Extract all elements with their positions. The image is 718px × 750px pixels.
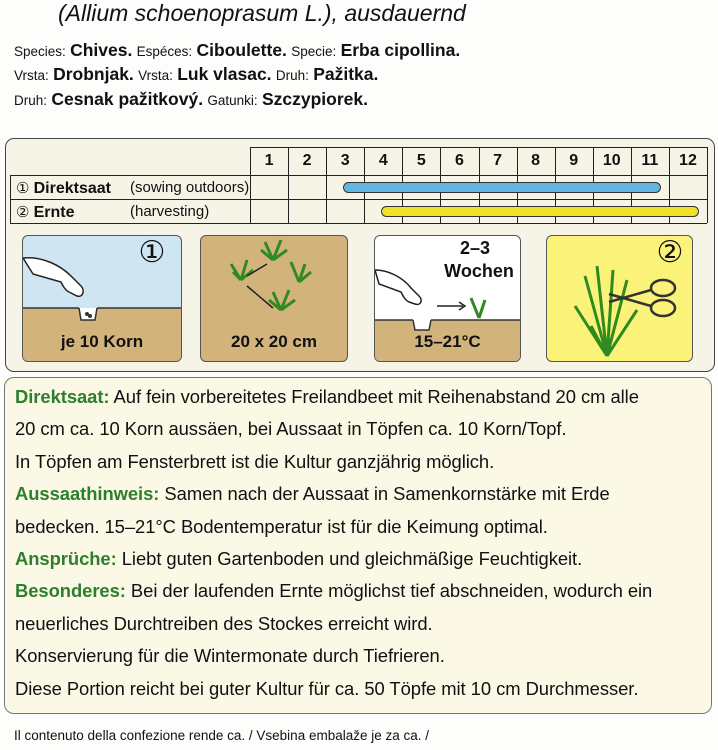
month-header: 2 bbox=[302, 152, 312, 169]
month-header: 3 bbox=[340, 152, 350, 169]
tile-germination bbox=[374, 235, 521, 362]
instruction-text: Konservierung für die Wintermonate durch Tiefrieren. bbox=[15, 645, 445, 667]
sowing-period-bar bbox=[343, 182, 661, 193]
instruction-line bbox=[15, 451, 494, 473]
instruction-text: 20 cm ca. 10 Korn aussäen, bei Aussaat in Töpfen ca. 10 Korn/Topf. bbox=[15, 418, 567, 440]
instruction-line bbox=[15, 516, 548, 538]
instruction-line bbox=[15, 613, 433, 635]
instruction-line bbox=[15, 645, 445, 667]
month-header: 4 bbox=[378, 152, 388, 169]
instruction-text: In Töpfen am Fensterbrett ist die Kultur ganzjährig möglich. bbox=[15, 450, 495, 472]
instruction-text: Liebt guten Gartenboden und gleichmäßige Feuchtigkeit. bbox=[116, 548, 583, 569]
step-badge-2: ② bbox=[656, 236, 684, 269]
instruction-heading: Direktsaat: bbox=[15, 386, 110, 407]
instructions-box bbox=[4, 377, 712, 714]
month-header: 6 bbox=[454, 152, 464, 169]
instruction-line bbox=[15, 418, 567, 440]
tile-caption-temperature: 15–21°C bbox=[414, 332, 481, 351]
instruction-text: Diese Portion reicht bei guter Kultur für ca. 50 Töpfe mit 10 cm Durchmesser. bbox=[15, 677, 639, 699]
calendar-gridline bbox=[10, 223, 707, 224]
instruction-heading: Besonderes: bbox=[15, 580, 126, 602]
footer-line: Il contenuto della confezione rende ca. / Vsebina embalaže je za ca. / bbox=[14, 728, 430, 743]
weeks-number: 2–3 bbox=[459, 238, 491, 258]
month-header: 10 bbox=[602, 152, 621, 169]
species-line-2: Vrsta: Drobnjak. Vrsta: Luk vlasac. Druh: Pažitka. bbox=[14, 64, 379, 84]
instruction-text: neuerliches Durchtreiben des Stockes erreicht wird. bbox=[15, 612, 433, 634]
instruction-line bbox=[15, 678, 638, 700]
harvest-period-bar bbox=[381, 206, 699, 217]
row-label-sowing: ① Direktsaat (sowing outdoors) bbox=[16, 179, 250, 197]
instruction-text: Samen nach der Aussaat in Samenkornstärke mit Erde bbox=[159, 483, 610, 505]
month-header: 8 bbox=[531, 152, 541, 169]
latin-name: (Allium schoenoprasum L.), ausdauernd bbox=[58, 0, 466, 26]
species-line-3: Druh: Cesnak pažitkový. Gatunki: Szczypiorek. bbox=[14, 89, 368, 109]
month-header: 5 bbox=[416, 152, 426, 169]
instruction-heading: Ansprüche: bbox=[15, 548, 117, 569]
month-header: 1 bbox=[264, 152, 274, 169]
tile-caption-spacing: 20 x 20 cm bbox=[230, 332, 317, 351]
instruction-text: Auf fein vorbereitetes Freilandbeet mit Reihenabstand 20 cm alle bbox=[109, 386, 639, 407]
calendar-gridline bbox=[10, 199, 707, 200]
tile-spacing bbox=[200, 235, 348, 362]
month-header: 9 bbox=[569, 152, 579, 169]
instruction-text: Bei der laufenden Ernte möglichst tief abschneiden, wodurch ein bbox=[125, 580, 653, 602]
instruction-text: bedecken. 15–21°C Bodentemperatur ist für die Keimung optimal. bbox=[15, 515, 548, 537]
calendar-gridline bbox=[10, 175, 707, 176]
tile-harvest bbox=[546, 235, 693, 362]
month-header: 11 bbox=[641, 152, 659, 169]
instruction-line bbox=[15, 386, 639, 408]
tile-sowing bbox=[22, 235, 182, 362]
instruction-line bbox=[15, 483, 610, 505]
month-header: 12 bbox=[679, 152, 697, 169]
tile-caption-sowing: je 10 Korn bbox=[60, 332, 144, 351]
weeks-label: Wochen bbox=[444, 261, 514, 281]
instruction-line bbox=[15, 580, 652, 602]
row-label-harvest: ② Ernte (harvesting) bbox=[16, 203, 210, 221]
calendar-gridline bbox=[10, 175, 11, 223]
step-badge-1: ① bbox=[138, 236, 166, 269]
month-header: 7 bbox=[493, 152, 502, 169]
species-line-1: Species: Chives. Espéces: Ciboulette. Specie: Erba cipollina. bbox=[14, 40, 461, 60]
calendar-gridline bbox=[707, 147, 708, 223]
instruction-heading: Aussaathinweis: bbox=[15, 483, 160, 505]
instruction-line bbox=[15, 548, 582, 570]
